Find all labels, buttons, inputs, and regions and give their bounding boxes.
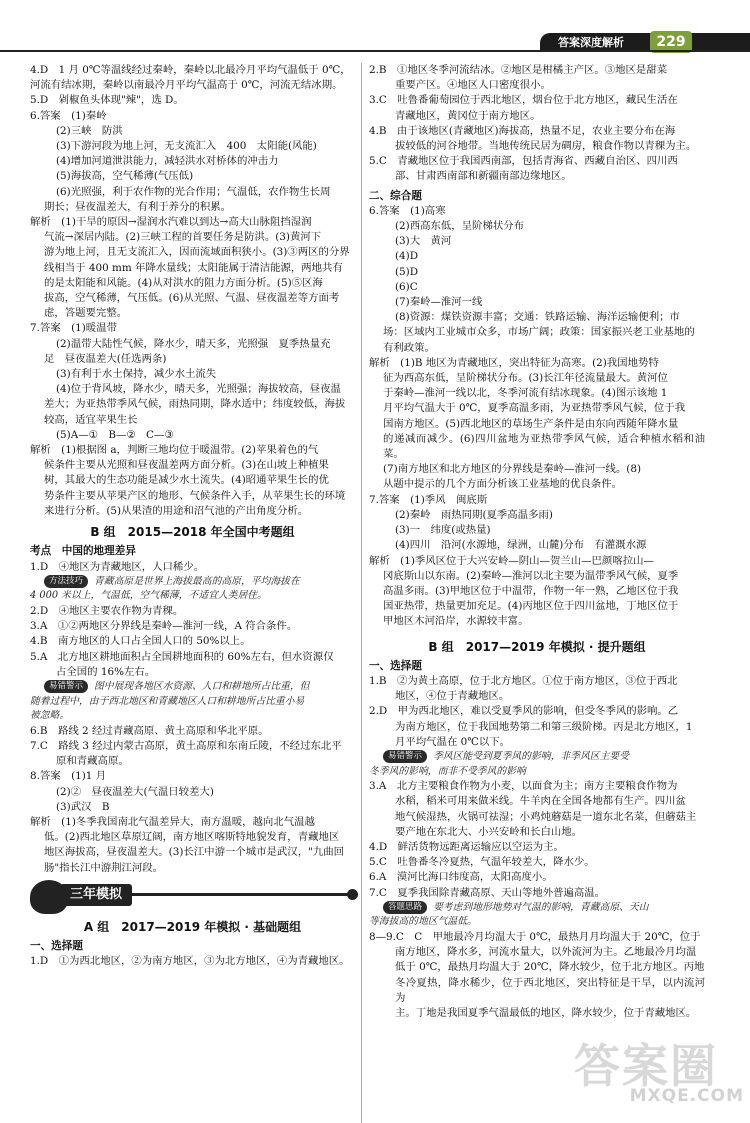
answer-line: 6.A 漠河比海口纬度高，太阳高度小。 [369,871,553,884]
right-column [369,63,705,1021]
answer-line: 5.A 北方地区耕地面积占全国耕地面积的 60%左右，但水资源仅 [30,650,334,663]
group-a-title: A 组 2017—2019 年模拟 · 基础题组 [83,919,302,934]
answer-line: (3)大 黄河 [395,235,452,248]
header-rule [0,50,750,52]
answer-line: 较高，适宜苹果生长 [44,413,138,426]
analysis-line: (7)南方地区和北方地区的分界线是秦岭—淮河一线。(8) [383,463,642,476]
analysis-line: 解析 (1)根据图 a，判断三地均位于暖温带。(2)苹果着色的气 [30,444,319,457]
answer-line: (2)② 昼夜温差大(气温日较差大) [56,785,214,798]
answer-line: (4)增加河道泄洪能力，减轻洪水对桥体的冲击力 [56,155,279,168]
analysis-line: 拔高，空气稀薄，气压低。(6)从光照、气温、昼夜温差等方面考 [44,292,340,305]
answer-line: 5.D 剁椒鱼头体现"辣"，选 D。 [30,94,184,107]
answer-line: (4)D [395,250,419,263]
analysis-line: 于秦岭—淮河一线以北，冬季河流有结冰现象。(4)图示该地 1 [383,387,668,400]
banner-label: 三年模拟 [60,884,132,906]
answer-line: 6.答案 (1)秦岭 [30,109,107,122]
analysis-line: 从题中提示的几个方面分析该工业基地的优良条件。 [383,478,622,491]
answer-line: 河流有结冰期，秦岭以南最冷月平均气温高于 0℃，河流无结冰期。 [30,79,343,92]
analysis-line: 地区海拔高，昼夜温差大。(3)长江中游一个城市是武汉，"九曲回 [44,846,345,859]
watermark-logo-text: 答案圈 [574,1039,718,1093]
answer-line: 场：区域内工业城市众多，市场广阔；政策：国家振兴老工业基地的 [383,326,695,339]
answer-line: 1.D ①为西北地区，②为南方地区，③为北方地区，④为青藏地区。 [30,955,350,968]
analysis-line: 树，其最大的生态功能是减少水土流失。(4)昭通苹果生长的优 [44,474,329,487]
comprehensive-heading: 二、综合题 [369,189,422,202]
kaodian-heading: 考点 中国的地理差异 [30,545,136,558]
answer-line: (4)位于背风坡，降水少，晴天多，光照强；海拔较高，昼夜温 [56,383,341,396]
answer-line: (6)光照强，利于农作物的光合作用；气温低，农作物生长周 [56,185,331,198]
answer-line: 3.A 北方主要粮食作物为小麦，以面食为主；南方主要粮食作物为 [369,780,678,793]
answer-line: 拔较低的河谷地带。当地传统民居为碉房，粮食作物以青稞为主。 [395,140,697,153]
analysis-line: 虑，答题要完整。 [44,307,128,320]
answer-line: 7.C 夏季我国除青藏高原、天山等地外普遍高温。 [369,886,606,899]
analysis-line: 冈底斯山以东南。(2)秦岭—淮河以北主要为温带季风气候，夏季 [383,569,679,582]
answer-line: (5)D [395,265,419,278]
tip-badge: 易错警示 [383,750,427,763]
group-b-title: B 组 2015—2018 年全国中考题组 [90,525,295,540]
left-column [30,63,355,969]
answer-line: 主。丁地是我国夏季气温最低的地区，降水较少，位于青藏地区。 [395,1006,697,1019]
method-tip-line: 4 000 米以上，气温低，空气稀薄，不适宜人类居住。 [30,590,267,602]
watermark-url: MXQE.COM [629,1086,744,1106]
selection-heading: 一、选择题 [30,939,83,952]
analysis-line: 游为地上河，且无支流汇入，因而流域面积狭小。(3)③两区的分界 [44,246,350,259]
answer-line: 重要产区。④地区人口密度很小。 [395,79,551,92]
analysis-line: 肠"指长江中游荆江河段。 [44,861,164,874]
warning-tip-line: 被忽略。 [30,710,70,722]
analysis-line: 势条件主要从苹果产区的地形、气候条件入手，从苹果生长的环境 [44,489,346,502]
thinking-tip: 答题思路 要考虑到地形地势对气温的影响，青藏高原、天山 [369,901,705,916]
answer-line: 有利政策。 [383,341,435,354]
answer-line: 水稻，稻米可用来做米线。牛羊肉在全国各地都有生产。四川盆 [395,795,686,808]
answer-line: 2.B ①地区冬季河流结冰。②地区是柑橘主产区。③地区是甜菜 [369,64,668,76]
answer-line: (5)A—① B—② C—③ [56,428,174,441]
answer-line: (2)秦岭 雨热同期(夏季高温多雨) [395,508,553,521]
answer-line: 2.D ④地区主要农作物为青稞。 [30,604,184,617]
answer-line: 差大；为亚热带季风气候，雨热同期，降水适中；纬度较低，海拔 [44,398,346,411]
answer-line: (8)资源：煤铁资源丰富；交通：铁路运输、海洋运输便利；市 [395,311,680,324]
warning-tip-line: 冬季风的影响，而非不受季风的影响 [369,765,526,777]
thinking-tip-line: 等海拔高的地区气温低。 [369,916,477,928]
answer-line: 地区，④位于青藏地区。 [395,690,510,703]
answer-line: (2)温带大陆性气候，降水少，晴天多，光照强 夏季热量充 [56,337,331,350]
answer-line: (4)四川 沿河(水源地，绿洲，山麓)分布 有灌溉水源 [395,539,647,552]
analysis-line: 解析 (1)季风区位于大兴安岭—阴山—贺兰山—巴颜喀拉山— [369,554,654,567]
tip-badge: 答题思路 [383,901,427,914]
analysis-line: 低。(2)西北地区草原辽阔，南方地区喀斯特地貌发育，青藏地区 [44,831,340,844]
answer-line: 4.D 1 月 0℃等温线经过秦岭，秦岭以北最冷月平均气温低于 0℃， [30,64,351,76]
answer-line: (3)一 纬度(或热量) [395,524,491,537]
answer-line: 7.答案 (1)季风 闽底斯 [369,493,488,506]
answer-line: 8.答案 (1)1 月 [30,770,107,783]
answer-line: 部、甘肃西南部和新疆南部边缘地区。 [395,170,572,183]
answer-line: 8—9.C C 甲地最冷月均温大于 0℃，最热月月均温大于 20℃，位于 [369,930,701,943]
answer-line: 南方地区，降水多，河流水量大，以外流河为主。乙地最冷月均温 [395,946,697,959]
site-watermark [574,1039,744,1106]
answer-line: 3.C 吐鲁番葡萄园位于西北地区，烟台位于北方地区，藏民生活在 [369,94,678,107]
analysis-line: 线相当于 400 mm 年降水量线；太阳能属于清洁能源，两地共有 [44,261,343,274]
answer-line: 6.B 路线 2 经过青藏高原、黄土高原和华北平原。 [30,724,269,737]
analysis-line: 征为西高东低，呈阶梯状分布。(3)长江年径流量最大。黄河位 [383,372,668,385]
page-number: 229 [650,31,692,53]
answer-line: 7.答案 (1)暖温带 [30,322,117,335]
analysis-line: 解析 (1)冬季我国南北气温差异大，南方温暖，越向北气温越 [30,815,315,828]
answer-line: (2)三峡 防洪 [56,124,123,137]
warning-tip: 易错警示 季风区能受到夏季风的影响，非季风区主要受 [369,750,705,765]
selection-heading: 一、选择题 [369,659,422,672]
method-tip: 方法技巧 青藏高原是世界上海拔最高的高原，平均海拔在 [30,575,355,590]
answer-line: 4.B 南方地区的人口占全国人口的 50%以上。 [30,635,251,648]
tip-badge: 易错警示 [44,680,88,693]
analysis-line: 解析 (1)B 地区为青藏地区，突出特征为高寒。(2)我国地势特 [369,356,659,369]
answer-line: (3)武汉 B [56,800,110,813]
page-header [0,0,750,58]
answer-line: (3)有利于水土保持，减少水土流失 [56,368,217,381]
answer-line: 占全国的 16%左右。 [56,665,156,678]
warning-tip-line: 随着过程中，由于西北地区和青藏地区人口和耕地所占比重小易 [30,695,305,707]
analysis-line: 国南方地区。(5)西北地区的草场生产条件是由东向西随年降水量 [383,417,679,430]
analysis-line: 月平均气温大于 0℃，夏季高温多雨，为亚热带季风气候，位于我 [383,402,686,415]
answer-line: 1.D ④地区为青藏地区，人口稀少。 [30,560,205,573]
answer-line: 为南方地区，位于我国地势第二和第三级阶梯。丙是北方地区，1 [395,720,693,733]
analysis-line: 甲地区木河沿岸，水源较丰富。 [383,615,529,628]
answer-line: 5.C 吐鲁番冬冷夏热，气温年较差大，降水少。 [369,856,595,869]
analysis-line: 气流→深居内陆。(2)三峡工程的首要任务是防洪。(3)黄河下 [44,231,322,244]
answer-line: 7.C 路线 3 经过内蒙古高原，黄土高原和东南丘陵，不经过东北平 [30,739,342,752]
answer-line: 4.B 由于该地区(青藏地区)海拔高，热量不足，农业主要分布在海 [369,124,676,137]
warning-tip: 易错警示 图中展现各地区水资源、人口和耕地所占比重，但 [30,680,355,695]
answer-line: 低于 0℃，最热月均温大于 20℃，降水较少，位于北方地区。丙地 [395,961,705,974]
answer-line: (2)西高东低，呈阶梯状分布 [395,220,525,233]
answer-line: 原和青藏高原。 [56,755,129,768]
answer-line: (7)秦岭—淮河一线 [395,296,483,309]
analysis-line: 的递减而减少。(6)四川盆地为亚热带季风气候，适合种植水稻和油菜。 [383,432,705,461]
answer-line: 6.答案 (1)高寒 [369,204,446,217]
analysis-line: 候条件主要从光照和昼夜温差两方面分析。(3)在山坡上种植果 [44,459,329,472]
answer-line: 青藏地区，黄冈位于南方地区。 [395,109,541,122]
answer-line: 冬冷夏热，降水稀少，位于西北地区，突出特征是干旱，以内流河为 [395,976,705,1004]
answer-line: 期长；昼夜温差大，有利于养分的积累。 [44,200,232,213]
answer-line: (5)海拔高，空气稀薄(气压低) [56,170,194,183]
analysis-line: 来进行分析。(5)从果渣的用途和沼气池的产出角度分析。 [44,504,309,517]
answer-line: 5.C 青藏地区位于我国西南部，包括青海省、西藏自治区、四川西 [369,155,678,168]
tip-badge: 方法技巧 [44,575,88,588]
answer-line: 3.A ①②两地区分界线是秦岭—淮河一线，A 符合条件。 [30,620,298,633]
answer-line: 4.D 鲜活货物远距离运输应以空运为主。 [369,840,564,853]
answer-line: 1.B ②为黄土高原，位于北方地区。①位于南方地区，③位于西北 [369,674,678,687]
analysis-line: 高温多雨。(3)甲地区位于中温带，作物一年一熟，乙地区位于我 [383,584,679,597]
answer-line: 要产地在东北大、小兴安岭和长白山地。 [395,825,583,838]
section-tab-label: 答案深度解析 [558,36,624,49]
answer-line: 2.D 甲为西北地区，难以受夏季风的影响，但受冬季风的影响。乙 [369,705,679,718]
answer-line: 地气候湿热，火锅可祛湿；小鸡炖蘑菇是一道东北名菜，但蘑菇主 [395,810,697,823]
analysis-line: 解析 (1)干旱的原因→湿润水汽难以到达→高大山脉阻挡湿润 [30,216,312,229]
answer-line: (3)下游河段为地上河，无支流汇入 400 太阳能(风能) [56,140,317,153]
group-b2-title: B 组 2017—2019 年模拟 · 提升题组 [428,639,646,654]
analysis-line: 的是太阳能和风能。(4)从对洪水的阻力方面分析。(5)⑤区海 [44,276,323,289]
answer-line: (6)C [395,280,418,293]
answer-line: 月平均气温在 0℃以下。 [395,735,511,748]
three-year-sim-banner [30,884,355,914]
analysis-line: 国亚热带，热量更加充足。(4)丙地区位于四川盆地，丁地区位于 [383,600,679,613]
answer-line: 足 昼夜温差大(任选两条) [44,352,167,365]
column-divider [361,63,362,1123]
